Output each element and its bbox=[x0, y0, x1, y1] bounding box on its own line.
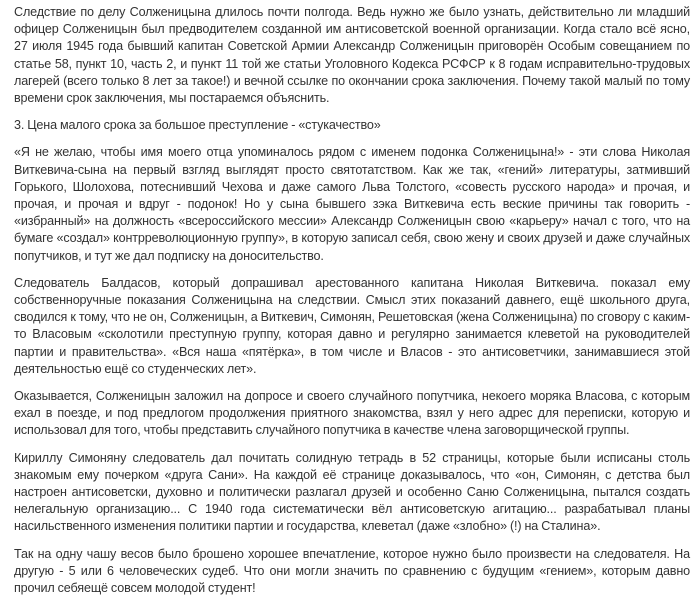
paragraph-conclusion: Так на одну чашу весов было брошено хорошее впечатление, которое нужно было произвести на следователя. На другую - 5 или 6 человеческих судеб. Что они могли значить по сравнению с будущим «гением», которым давно прочил себяещё совсем молодой студент! bbox=[14, 546, 690, 596]
paragraph-vlasov: Оказывается, Солженицын заложил на допросе и своего случайного попутчика, некоего моряка Власова, с которым ехал в поезде, и под предлогом продолжения приятного знакомства, взял у него адрес для переписки, которую и использовал для того, чтобы представить случайного попутчика в качестве члена заговорщической группы. bbox=[14, 389, 690, 438]
paragraph-vitkevich-son: «Я не желаю, чтобы имя моего отца упоминалось рядом с именем подонка Солженицына!» - эти слова Николая Виткевича-сына на первый взгляд выглядят просто святотатством. Как же так, «гений» литературы, затмивший Горького, Шолохова, потеснивший Чехова и даже самого Льва Толстого, «совесть русского народа» и прочая, и прочая, и прочая и вдруг - подонок! Но у сына бывшего зэка Виткевича есть веские причины так говорить - «избранный» на должность «всероссийского мессии» Александр Солженицын свою «карьеру» начал с того, что на бумаге «создал» контрреволюционную группу», в которую записал себя, свою жену и своих друзей и даже случайных попутчиков, и тут же дал подписку на доносительство. bbox=[14, 145, 690, 263]
paragraph-investigation: Следствие по делу Солженицына длилось почти полгода. Ведь нужно же было узнать, действительно ли младший офицер Солженицын был предводителем созданной им антисоветской военной организации. Когда стало всё ясно, 27 июля 1945 года бывший капитан Советской Армии Александр Солженицын приговорён Особым совещанием по статье 58, пункт 10, часть 2, и пункт 11 той же статьи Уголовного Кодекса РСФСР к 8 годам исправительно-трудовых лагерей (всего только 8 лет за такое!) и вечной ссылке по окончании срока заключения. Почему такой малый по тому времени срок заключения, мы постараемся объяснить. bbox=[14, 5, 690, 106]
paragraph-simonyan: Кириллу Симоняну следователь дал почитать солидную тетрадь в 52 страницы, которые были исписаны столь знакомым ему почерком «друга Сани». На каждой её странице доказывалось, что «он, Симонян, с детства был настроен антисоветски, духовно и политически разлагал друзей и особенно Саню Солженицына, пытался создать нелегальную организацию... С 1940 года систематически вёл антисоветскую агитацию... разрабатывал планы насильственного изменения политики партии и государства, клеветал (даже «злобно» (!) на Сталина». bbox=[14, 450, 690, 534]
section-heading: 3. Цена малого срока за большое преступление - «стукачество» bbox=[14, 118, 381, 133]
paragraph-baldasov: Следователь Балдасов, который допрашивал арестованного капитана Николая Виткевича. показал ему собственноручные показания Солженицына на следствии. Смысл этих показаний давнего, ещё школьного друга, сводился к тому, что не он, Солженицын, а Виткевич, Симонян, Решетовская (жена Солженицына) по сговору с каким-то Власовым «сколотили преступную группу, которая давно и регулярно занимается клеветой на руководителей партии и правительства». «Вся наша «пятёрка», в том числе и Власов - это антисоветчики, занимавшиеся этой деятельностью ещё со студенческих лет». bbox=[14, 275, 690, 376]
